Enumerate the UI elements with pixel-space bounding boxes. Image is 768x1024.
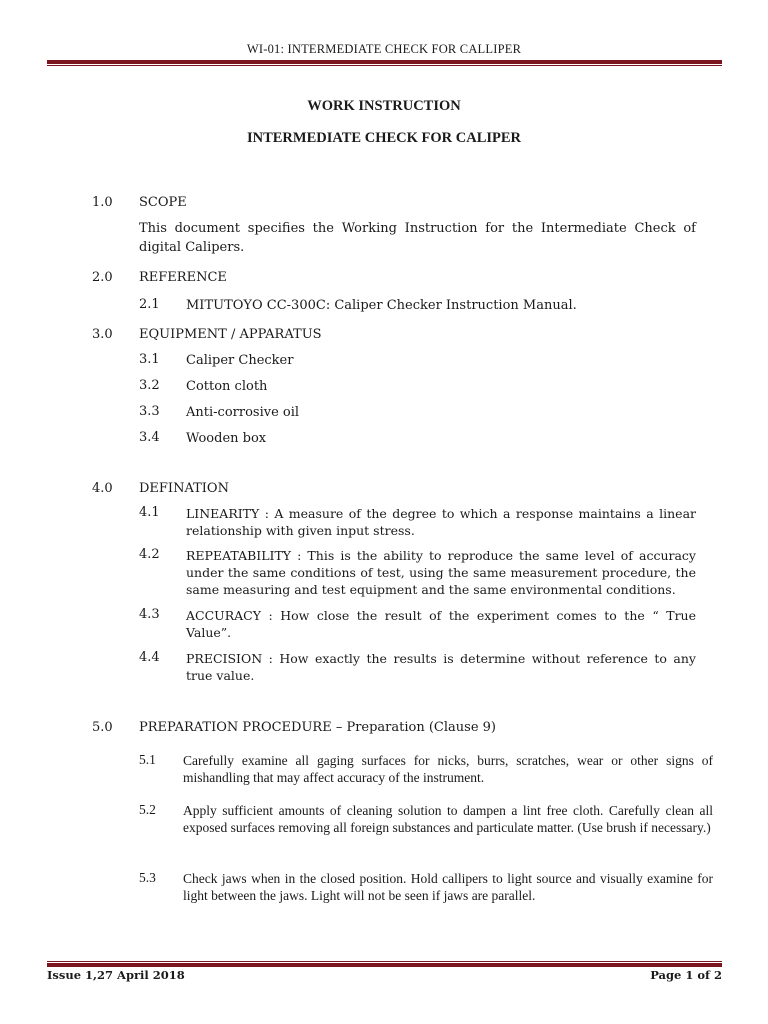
item-number: 5.2	[139, 802, 156, 817]
item-text: Apply sufficient amounts of cleaning solution to dampen a lint free cloth. Carefully clean all exposed surfaces removing all foreign substances and particulate matter. (Use brush if necessary.)	[183, 803, 713, 835]
item-number: 3.1	[139, 352, 160, 367]
doc-subtitle: INTERMEDIATE CHECK FOR CALIPER	[246, 130, 522, 146]
footer-rule	[47, 960, 722, 967]
header-doc-id: WI-01: INTERMEDIATE CHECK FOR CALLIPER	[246, 42, 522, 56]
footer-page-number: Page 1 of 2	[650, 968, 722, 982]
item-number: 4.4	[139, 650, 160, 665]
item-text: Check jaws when in the closed position. Hold callipers to light source and visually examine for light between the jaws. Light will not be seen if jaws are parallel.	[183, 871, 713, 903]
header-rule	[47, 60, 722, 66]
footer-issue: Issue 1,27 April 2018	[47, 968, 185, 982]
item-text: Anti-corrosive oil	[186, 405, 300, 420]
item-text: Carefully examine all gaging surfaces for nicks, burrs, scratches, wear or other signs of mishandling that may affect accuracy of the instrument.	[183, 753, 713, 785]
item-text: MITUTOYO CC-300C: Caliper Checker Instruction Manual.	[186, 298, 577, 313]
section-title: REFERENCE	[139, 270, 227, 285]
section-number: 5.0	[92, 720, 113, 735]
item-text: Caliper Checker	[186, 353, 294, 368]
item-number: 3.3	[139, 404, 160, 419]
item-number: 4.2	[139, 547, 160, 562]
item-text: Wooden box	[186, 431, 267, 446]
section-title: SCOPE	[139, 195, 187, 210]
item-number: 4.3	[139, 607, 160, 622]
item-text: REPEATABILITY : This is the ability to reproduce the same level of accuracy under the same conditions of test, using the same measurement procedure, the same measuring and test equipment and the same environmental conditions.	[186, 548, 696, 597]
scope-body: This document specifies the Working Instruction for the Intermediate Check of digital Calipers.	[139, 221, 696, 255]
item-text: ACCURACY : How close the result of the experiment comes to the “ True Value”.	[186, 608, 696, 640]
doc-title: WORK INSTRUCTION	[307, 98, 461, 114]
section-number: 1.0	[92, 195, 113, 210]
item-text: LINEARITY : A measure of the degree to which a response maintains a linear relationship with given input stress.	[186, 506, 696, 538]
section-number: 3.0	[92, 327, 113, 342]
item-number: 4.1	[139, 505, 160, 520]
section-title: EQUIPMENT / APPARATUS	[139, 327, 322, 342]
item-number: 5.3	[139, 870, 156, 885]
section-title: PREPARATION PROCEDURE – Preparation (Clause 9)	[139, 720, 496, 735]
item-number: 3.2	[139, 378, 160, 393]
item-text: PRECISION : How exactly the results is determine without reference to any true value.	[186, 651, 696, 683]
item-number: 5.1	[139, 752, 156, 767]
section-number: 2.0	[92, 270, 113, 285]
item-number: 3.4	[139, 430, 160, 445]
item-number: 2.1	[139, 297, 160, 312]
item-text: Cotton cloth	[186, 379, 268, 394]
section-title: DEFINATION	[139, 481, 229, 496]
section-number: 4.0	[92, 481, 113, 496]
